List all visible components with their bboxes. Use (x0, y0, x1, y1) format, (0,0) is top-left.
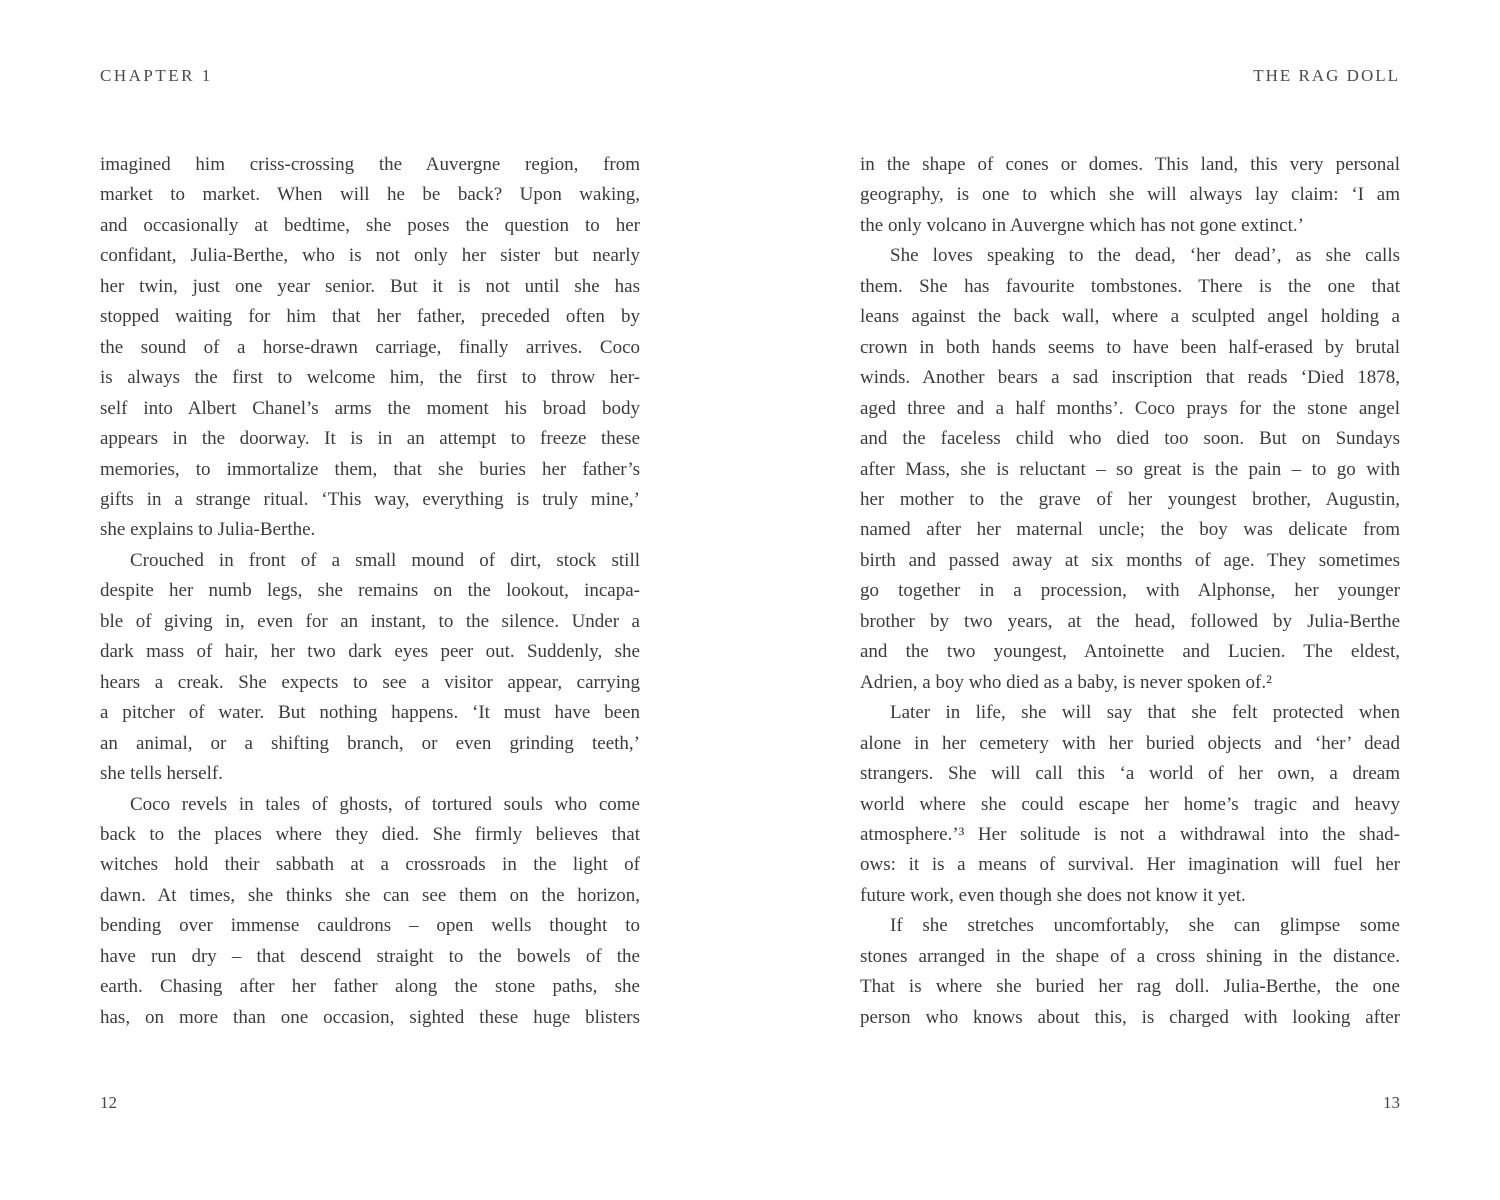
text-line: imagined him criss-crossing the Auvergne region, from (100, 154, 640, 175)
text-line: and the two youngest, Antoinette and Lucien. The eldest, (860, 641, 1400, 663)
text-line: She loves speaking to the dead, ‘her dead’, as she calls (890, 245, 1400, 267)
text-line: dark mass of hair, her two dark eyes peer out. Suddenly, she (100, 641, 640, 663)
text-line: bending over immense cauldrons – open wells thought to (100, 915, 640, 937)
text-line: person who knows about this, is charged with looking after (860, 1006, 1400, 1028)
text-line: market to market. When will he be back? Upon waking, (100, 184, 640, 206)
text-line: after Mass, she is reluctant – so great is the pain – to go with (860, 458, 1400, 480)
right-page (860, 0, 1400, 1200)
text-line: stopped waiting for him that her father, preceded often by (100, 306, 640, 328)
text-line: If she stretches uncomfortably, she can glimpse some (890, 915, 1400, 937)
text-line: in the shape of cones or domes. This land, this very personal (860, 154, 1400, 175)
text-line: named after her maternal uncle; the boy was delicate from (860, 519, 1400, 541)
text-line: ble of giving in, even for an instant, to the silence. Under a (100, 610, 640, 632)
text-line: Crouched in front of a small mound of dirt, stock still (130, 549, 640, 571)
text-line: geography, is one to which she will always lay claim: ‘I am (860, 184, 1400, 206)
right-page-text-column (860, 150, 1400, 1033)
text-line: atmosphere.’³ Her solitude is not a withdrawal into the shad- (860, 823, 1400, 845)
text-line: her mother to the grave of her youngest brother, Augustin, (860, 488, 1400, 510)
text-line: That is where she buried her rag doll. Julia-Berthe, the one (860, 976, 1400, 998)
text-line: her twin, just one year senior. But it is not until she has (100, 275, 640, 297)
text-line: ows: it is a means of survival. Her imagination will fuel her (860, 854, 1400, 876)
text-line: have run dry – that descend straight to the bowels of the (100, 945, 640, 967)
text-line: confidant, Julia-Berthe, who is not only her sister but nearly (100, 245, 640, 267)
text-line: Coco revels in tales of ghosts, of tortured souls who come (130, 793, 640, 815)
text-line: dawn. At times, she thinks she can see them on the horizon, (100, 884, 640, 906)
text-line: alone in her cemetery with her buried objects and ‘her’ dead (860, 732, 1400, 754)
text-line: brother by two years, at the head, followed by Julia-Berthe (860, 610, 1400, 632)
text-line: she tells herself. (100, 763, 223, 785)
text-line: a pitcher of water. But nothing happens. ‘It must have been (100, 702, 640, 724)
left-page-number: 12 (100, 1093, 117, 1112)
text-line: winds. Another bears a sad inscription that reads ‘Died 1878, (860, 367, 1400, 389)
text-line: stones arranged in the shape of a cross shining in the distance. (860, 945, 1400, 967)
text-line: and occasionally at bedtime, she poses the question to her (100, 214, 640, 236)
text-line: witches hold their sabbath at a crossroads in the light of (100, 854, 640, 876)
text-line: and the faceless child who died too soon. But on Sundays (860, 428, 1400, 450)
text-line: leans against the back wall, where a sculpted angel holding a (860, 306, 1400, 328)
text-line: memories, to immortalize them, that she buries her father’s (100, 458, 640, 480)
left-page (100, 0, 640, 1200)
text-line: world where she could escape her home’s tragic and heavy (860, 793, 1400, 815)
title-running-header: THE RAG DOLL (1253, 66, 1400, 85)
text-line: appears in the doorway. It is in an attempt to freeze these (100, 428, 640, 450)
text-line: despite her numb legs, she remains on the lookout, incapa- (100, 580, 640, 602)
text-line: aged three and a half months’. Coco prays for the stone angel (860, 397, 1400, 419)
text-line: go together in a procession, with Alphonse, her younger (860, 580, 1400, 602)
text-line: back to the places where they died. She firmly believes that (100, 823, 640, 845)
text-line: them. She has favourite tombstones. There is the one that (860, 275, 1400, 297)
text-line: earth. Chasing after her father along the stone paths, she (100, 976, 640, 998)
text-line: is always the first to welcome him, the first to throw her- (100, 367, 640, 389)
text-line: hears a creak. She expects to see a visitor appear, carrying (100, 671, 640, 693)
text-line: an animal, or a shifting branch, or even grinding teeth,’ (100, 732, 640, 754)
text-line: gifts in a strange ritual. ‘This way, everything is truly mine,’ (100, 488, 640, 510)
text-line: the sound of a horse-drawn carriage, finally arrives. Coco (100, 336, 640, 358)
text-line: birth and passed away at six months of age. They sometimes (860, 549, 1400, 571)
left-page-text-column (100, 150, 640, 1033)
text-line: Later in life, she will say that she felt protected when (890, 702, 1400, 724)
text-line: has, on more than one occasion, sighted these huge blisters (100, 1006, 640, 1028)
text-line: crown in both hands seems to have been half-erased by brutal (860, 336, 1400, 358)
text-line: Adrien, a boy who died as a baby, is never spoken of.² (860, 671, 1272, 693)
text-line: self into Albert Chanel’s arms the moment his broad body (100, 397, 640, 419)
chapter-running-header: CHAPTER 1 (100, 66, 213, 85)
text-line: strangers. She will call this ‘a world of her own, a dream (860, 763, 1400, 785)
text-line: future work, even though she does not know it yet. (860, 884, 1246, 906)
right-page-number: 13 (1383, 1093, 1400, 1112)
text-line: she explains to Julia-Berthe. (100, 519, 316, 541)
text-line: the only volcano in Auvergne which has not gone extinct.’ (860, 214, 1304, 236)
